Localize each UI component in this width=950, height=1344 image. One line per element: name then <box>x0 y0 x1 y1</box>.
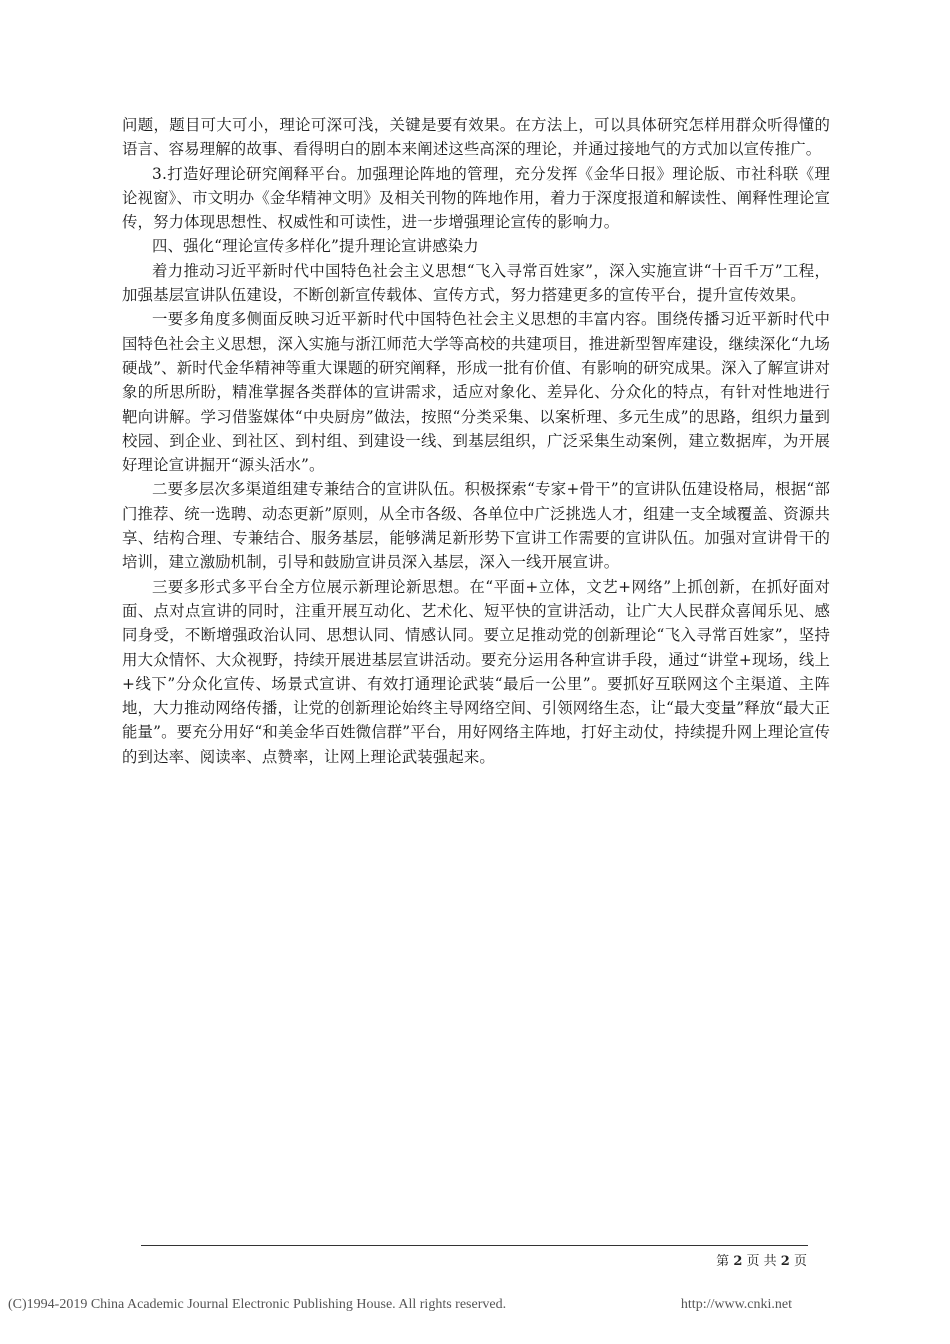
paragraph-research-platform: 3.打造好理论研究阐释平台。加强理论阵地的管理，充分发挥《金华日报》理论版、市社科联《理论视窗》、市文明办《金华精神文明》及相关刊物的阵地作用，着力于深度报道和解读性、阐释性理论宣传，努力体现思想性、权威性和可读性，进一步增强理论宣传的影响力。 <box>122 164 830 232</box>
page-number <box>716 1250 807 1269</box>
copyright-line <box>8 1297 942 1313</box>
paragraph-point-two: 二要多层次多渠道组建专兼结合的宣讲队伍。积极探索“专家+骨干”的宣讲队伍建设格局，根据“部门推荐、统一选聘、动态更新”原则，从全市各级、各单位中广泛挑选人才，组建一支全域覆盖、资源共享、结构合理、专兼结合、服务基层，能够满足新形势下宣讲工作需要的宣讲队伍。加强对宣讲骨干的培训，建立激励机制，引导和鼓励宣讲员深入基层，深入一线开展宣讲。 <box>122 480 830 572</box>
copyright-notice: (C)1994-2019 China Academic Journal Electronic Publishing House. All rights reserved. <box>8 1297 507 1312</box>
page-suffix: 页 <box>793 1254 807 1269</box>
cnki-url: http://www.cnki.net <box>680 1297 792 1312</box>
paragraph-point-one: 一要多角度多侧面反映习近平新时代中国特色社会主义思想的丰富内容。围绕传播习近平新时代中国特色社会主义思想，深入实施与浙江师范大学等高校的共建项目，推进新型智库建设，继续深化“九场硬战”、新时代金华精神等重大课题的研究阐释，形成一批有价值、有影响的研究成果。深入了解宣讲对象的所思所盼，精准掌握各类群体的宣讲需求，适应对象化、差异化、分众化的特点，有针对性地进行靶向讲解。学习借鉴媒体“中央厨房”做法，按照“分类采集、以案析理、多元生成”的思路，组织力量到校园、到企业、到社区、到村组、到建设一线、到基层组织，广泛采集生动案例，建立数据库，为开展好理论宣讲掘开“源头活水”。 <box>122 310 830 475</box>
article-body <box>122 113 830 769</box>
footer-divider <box>141 1245 808 1246</box>
page-current: 2 <box>733 1254 743 1269</box>
page-prefix: 第 <box>716 1254 730 1269</box>
page-mid: 页 共 <box>746 1254 777 1269</box>
paragraph-continuation: 问题，题目可大可小，理论可深可浅，关键是要有效果。在方法上，可以具体研究怎样用群众听得懂的语言、容易理解的故事、看得明白的剧本来阐述这些高深的理论，并通过接地气的方式加以宣传推广。 <box>122 116 830 159</box>
section-heading-four: 四、强化“理论宣传多样化”提升理论宣讲感染力 <box>152 237 479 256</box>
paragraph-intro: 着力推动习近平新时代中国特色社会主义思想“飞入寻常百姓家”，深入实施宣讲“十百千万”工程，加强基层宣讲队伍建设，不断创新宣传载体、宣传方式，努力搭建更多的宣传平台，提升宣传效果。 <box>122 261 830 305</box>
page-total: 2 <box>780 1254 790 1269</box>
paragraph-point-three: 三要多形式多平台全方位展示新理论新思想。在“平面+立体，文艺+网络”上抓创新，在抓好面对面、点对点宣讲的同时，注重开展互动化、艺术化、短平快的宣讲活动，让广大人民群众喜闻乐见、感同身受，不断增强政治认同、思想认同、情感认同。要立足推动党的创新理论“飞入寻常百姓家”，坚持用大众情怀、大众视野，持续开展进基层宣讲活动。要充分运用各种宣讲手段，通过“讲堂+现场，线上+线下”分众化宣传、场景式宣讲、有效打通理论武装“最后一公里”。要抓好互联网这个主渠道、主阵地，大力推动网络传播，让党的创新理论始终主导网络空间、引领网络生态，让“最大变量”释放“最大正能量”。要充分用好“和美金华百姓微信群”平台，用好网络主阵地，打好主动仗，持续提升网上理论宣传的到达率、阅读率、点赞率，让网上理论武装强起来。 <box>122 577 830 766</box>
